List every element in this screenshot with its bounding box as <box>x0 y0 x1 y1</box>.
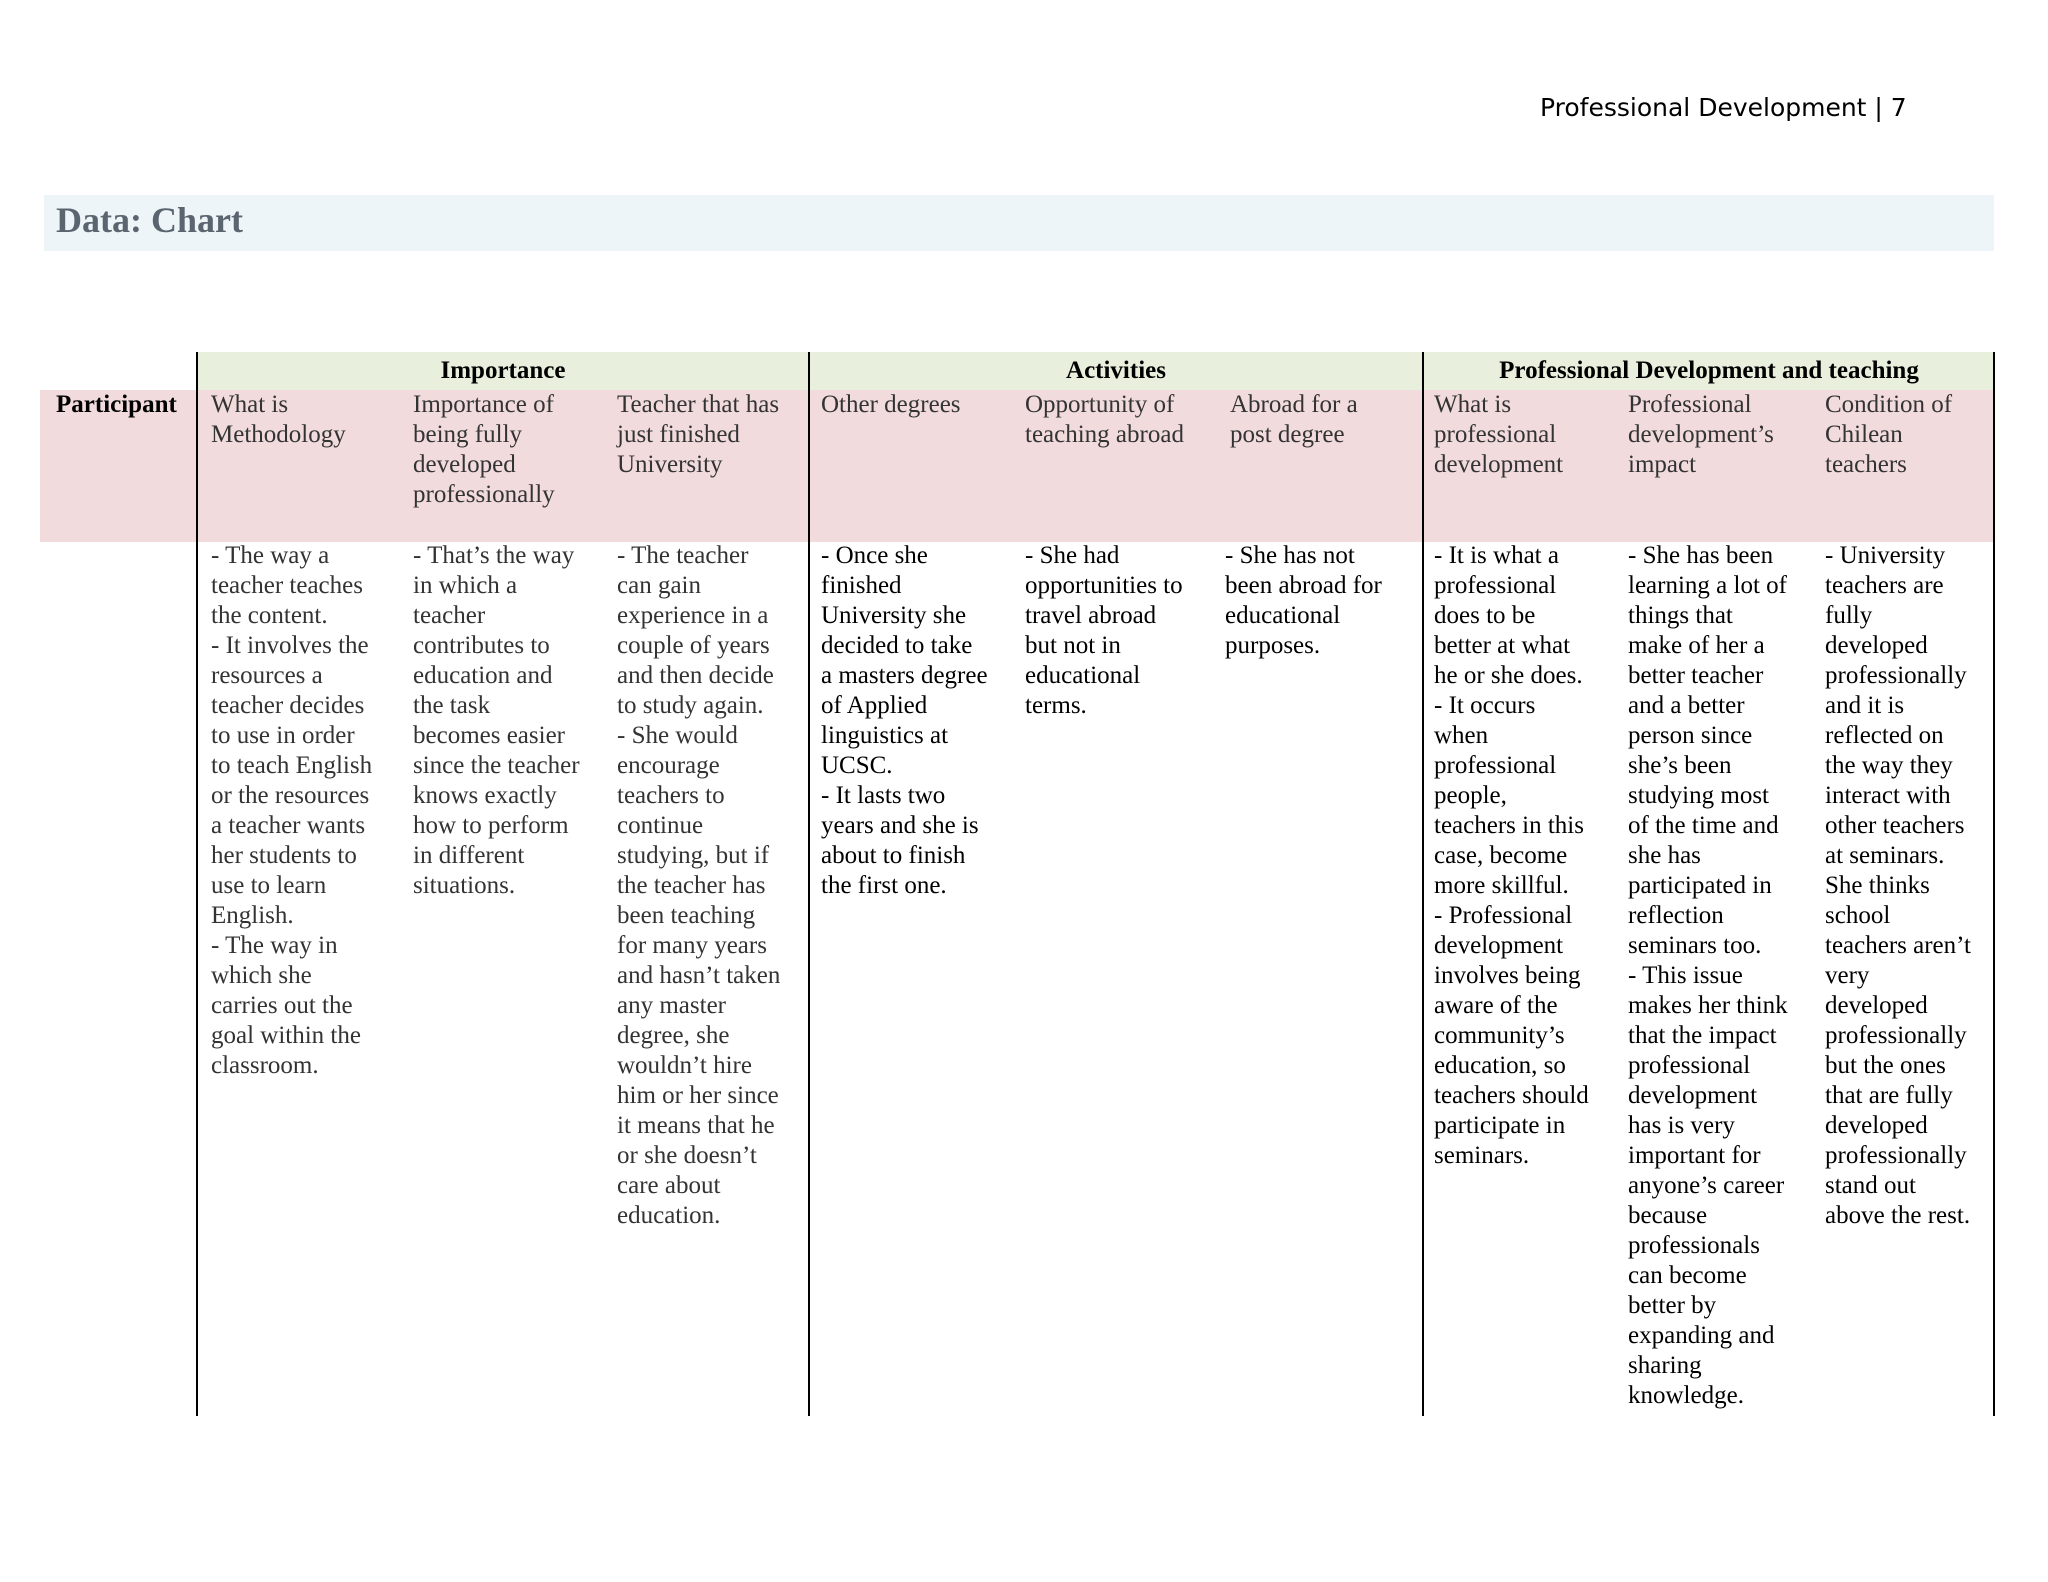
table-cell: - She has been learning a lot of things that make of her a better teacher and a better person since she’s been studying most of the time and she has participated in reflection seminars too. - This issue makes her think that the impact professional development has is very important for anyone’s career because professionals can become better by expanding and sharing knowledge. <box>1628 542 1788 1409</box>
table-cell: - It is what a professional does to be better at what he or she does. - It occurs when professional people, teachers in this case, become more skillful. - Professional development involves being aware of the community’s education, so teachers should participate in seminars. <box>1434 542 1589 1169</box>
column-header: Importance of being fully developed professionally <box>413 391 555 508</box>
section-title: Data: Chart <box>56 200 243 240</box>
table-cell: - She has not been abroad for educational purposes. <box>1225 542 1382 659</box>
column-header: Professional development’s impact <box>1628 391 1774 478</box>
table-cell: - The way a teacher teaches the content. - It involves the resources a teacher decides to use in order to teach English or the resources a teacher wants her students to use to learn English. - The way in which she carries out the goal within the classroom. <box>211 542 373 1079</box>
table-cell: - University teachers are fully developed professionally and it is reflected on the way they interact with other teachers at seminars. She thinks school teachers aren’t very developed professionally but the ones that are fully developed professionally stand out above the rest. <box>1825 542 1971 1229</box>
group-title-importance: Importance <box>440 357 566 384</box>
table-rule <box>1422 352 1424 1416</box>
group-title-activities: Activities <box>1066 357 1166 384</box>
table-rule <box>196 352 198 1416</box>
table-rule <box>1993 352 1995 1416</box>
table-cell: - She had opportunities to travel abroad but not in educational terms. <box>1025 542 1183 719</box>
column-header: What is Methodology <box>211 391 346 448</box>
column-header: Other degrees <box>821 391 961 418</box>
participant-label: Participant <box>56 391 177 418</box>
column-header: Abroad for a post degree <box>1230 391 1358 448</box>
group-title-pd-teaching: Professional Development and teaching <box>1499 357 1919 384</box>
table-cell: - The teacher can gain experience in a couple of years and then decide to study again. - She would encourage teachers to continue studying, but if the teacher has been teaching for many years and hasn’t taken any master degree, she wouldn’t hire him or her since it means that he or she doesn’t care about education. <box>617 542 781 1229</box>
table-rule <box>808 352 810 1416</box>
section-band <box>44 195 1994 251</box>
column-header: Condition of Chilean teachers <box>1825 391 1953 478</box>
column-header: Teacher that has just finished University <box>617 391 780 478</box>
table-cell: - That’s the way in which a teacher contributes to education and the task becomes easier since the teacher knows exactly how to perform in different situations. <box>413 542 580 899</box>
table-cell: - Once she finished University she decided to take a masters degree of Applied linguistics at UCSC. - It lasts two years and she is about to finish the first one. <box>821 542 988 899</box>
column-header: What is professional development <box>1434 391 1564 478</box>
column-header: Opportunity of teaching abroad <box>1025 391 1184 448</box>
page-header: Professional Development | 7 <box>1540 93 1907 122</box>
